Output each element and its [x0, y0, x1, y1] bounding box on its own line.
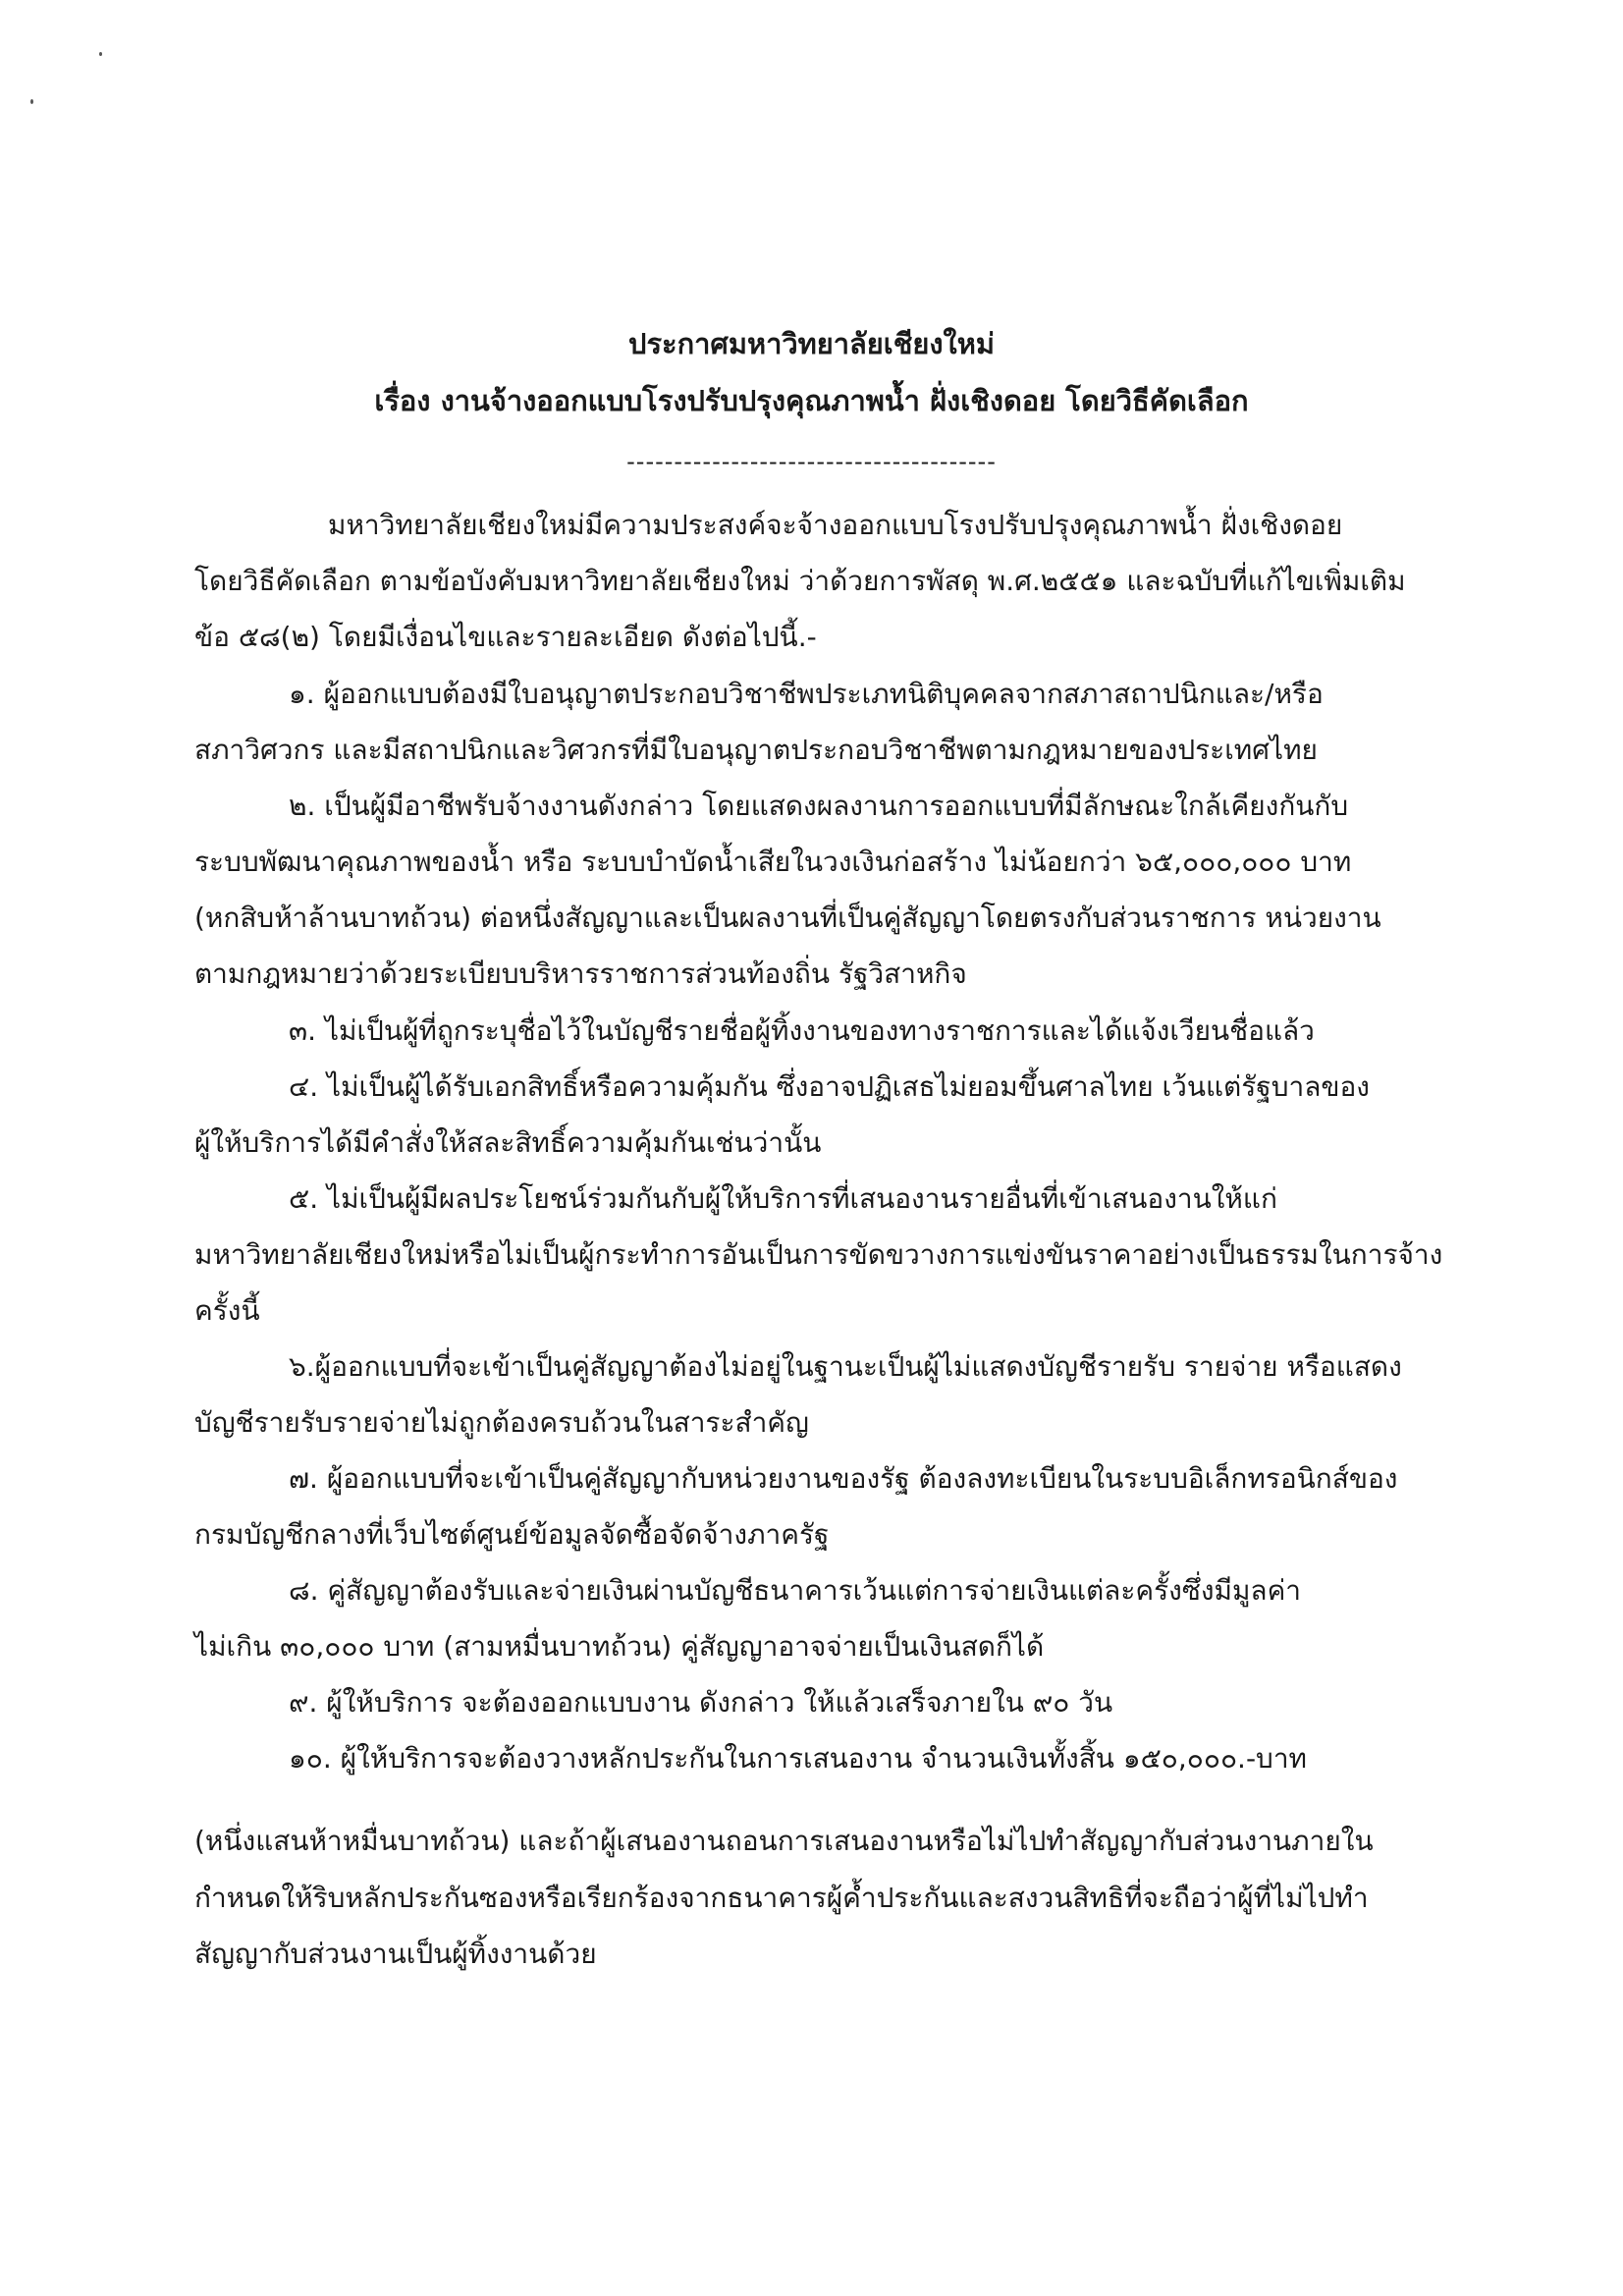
- clause-2-line: ๒. เป็นผู้มีอาชีพรับจ้างงานดังกล่าว โดยแสดงผลงานการออกแบบที่มีลักษณะใกล้เคียงกันกับ: [289, 790, 1349, 822]
- clause-2-line: ตามกฎหมายว่าด้วยระเบียบบริหารราชการส่วนท้องถิ่น รัฐวิสาหกิจ: [194, 957, 967, 990]
- clause-7-line: ๗. ผู้ออกแบบที่จะเข้าเป็นคู่สัญญากับหน่วยงานของรัฐ ต้องลงทะเบียนในระบบอิเล็กทรอนิกส์ของ: [289, 1462, 1398, 1495]
- clause-5-line: ๕. ไม่เป็นผู้มีผลประโยชน์ร่วมกันกับผู้ให้บริการที่เสนองานรายอื่นที่เข้าเสนองานให้แก่: [289, 1182, 1277, 1215]
- body-line: ข้อ ๕๘(๒) โดยมีเงื่อนไขและรายละเอียด ดังต่อไปนี้.-: [194, 621, 817, 653]
- clause-4-line: ๔. ไม่เป็นผู้ได้รับเอกสิทธิ์หรือความคุ้มกัน ซึ่งอาจปฏิเสธไม่ยอมขึ้นศาลไทย เว้นแต่รัฐบาลของ: [289, 1070, 1370, 1103]
- clause-6-line: บัญชีรายรับรายจ่ายไม่ถูกต้องครบถ้วนในสาระสำคัญ: [194, 1406, 809, 1439]
- clause-6-line: ๖.ผู้ออกแบบที่จะเข้าเป็นคู่สัญญาต้องไม่อยู่ในฐานะเป็นผู้ไม่แสดงบัญชีรายรับ รายจ่าย หรือแสดง: [289, 1350, 1402, 1383]
- body-line: มหาวิทยาลัยเชียงใหม่มีความประสงค์จะจ้างออกแบบโรงปรับปรุงคุณภาพน้ำ ฝั่งเชิงดอย: [328, 509, 1343, 541]
- announcement-title: ประกาศมหาวิทยาลัยเชียงใหม่: [628, 327, 995, 360]
- clause-7-line: กรมบัญชีกลางที่เว็บไซต์ศูนย์ข้อมูลจัดซื้อจัดจ้างภาครัฐ: [194, 1518, 830, 1551]
- clause-1-line: สภาวิศวกร และมีสถาปนิกและวิศวกรที่มีใบอนุญาตประกอบวิชาชีพตามกฎหมายของประเทศไทย: [194, 734, 1318, 766]
- clause-5-line: ครั้งนี้: [194, 1294, 260, 1327]
- scan-speck: [30, 99, 33, 104]
- clause-4-line: ผู้ให้บริการได้มีคำสั่งให้สละสิทธิ์ความคุ้มกันเช่นว่านั้น: [194, 1126, 822, 1159]
- clause-10-line: สัญญากับส่วนงานเป็นผู้ทิ้งงานด้วย: [194, 1938, 597, 1970]
- clause-8-line: ๘. คู่สัญญาต้องรับและจ่ายเงินผ่านบัญชีธนาคารเว้นแต่การจ่ายเงินแต่ละครั้งซึ่งมีมูลค่า: [289, 1574, 1302, 1607]
- scan-speck: [99, 52, 102, 56]
- clause-1-line: ๑. ผู้ออกแบบต้องมีใบอนุญาตประกอบวิชาชีพประเภทนิติบุคคลจากสภาสถาปนิกและ/หรือ: [289, 678, 1324, 710]
- title-divider: ---------------------------------------: [626, 448, 997, 475]
- clause-5-line: มหาวิทยาลัยเชียงใหม่หรือไม่เป็นผู้กระทำการอันเป็นการขัดขวางการแข่งขันราคาอย่างเป็นธรรมในการจ้าง: [194, 1238, 1443, 1271]
- clause-10-line: (หนึ่งแสนห้าหมื่นบาทถ้วน) และถ้าผู้เสนองานถอนการเสนองานหรือไม่ไปทำสัญญากับส่วนงานภายใน: [194, 1825, 1374, 1857]
- clause-10-line: กำหนดให้ริบหลักประกันซองหรือเรียกร้องจากธนาคารผู้ค้ำประกันและสงวนสิทธิที่จะถือว่าผู้ที่ไม่ไปทำ: [194, 1882, 1369, 1914]
- announcement-subject: เรื่อง งานจ้างออกแบบโรงปรับปรุงคุณภาพน้ำ ฝั่งเชิงดอย โดยวิธีคัดเลือก: [374, 384, 1249, 417]
- clause-8-line: ไม่เกิน ๓๐,๐๐๐ บาท (สามหมื่นบาทถ้วน) คู่สัญญาอาจจ่ายเป็นเงินสดก็ได้: [194, 1630, 1045, 1663]
- clause-3-line: ๓. ไม่เป็นผู้ที่ถูกระบุชื่อไว้ในบัญชีรายชื่อผู้ทิ้งงานของทางราชการและได้แจ้งเวียนชื่อแล้ว: [289, 1014, 1315, 1047]
- clause-9-line: ๙. ผู้ให้บริการ จะต้องออกแบบงาน ดังกล่าว ให้แล้วเสร็จภายใน ๙๐ วัน: [289, 1686, 1113, 1719]
- body-line: โดยวิธีคัดเลือก ตามข้อบังคับมหาวิทยาลัยเชียงใหม่ ว่าด้วยการพัสดุ พ.ศ.๒๕๕๑ และฉบับที่แก้ไขเพิ่มเติม: [194, 565, 1406, 597]
- clause-10-line: ๑๐. ผู้ให้บริการจะต้องวางหลักประกันในการเสนองาน จำนวนเงินทั้งสิ้น ๑๕๐,๐๐๐.-บาท: [289, 1742, 1308, 1775]
- clause-2-line: (หกสิบห้าล้านบาทถ้วน) ต่อหนึ่งสัญญาและเป็นผลงานที่เป็นคู่สัญญาโดยตรงกับส่วนราชการ หน่วยงาน: [194, 902, 1381, 934]
- clause-2-line: ระบบพัฒนาคุณภาพของน้ำ หรือ ระบบบำบัดน้ำเสียในวงเงินก่อสร้าง ไม่น้อยกว่า ๖๕,๐๐๐,๐๐๐ บาท: [194, 846, 1352, 878]
